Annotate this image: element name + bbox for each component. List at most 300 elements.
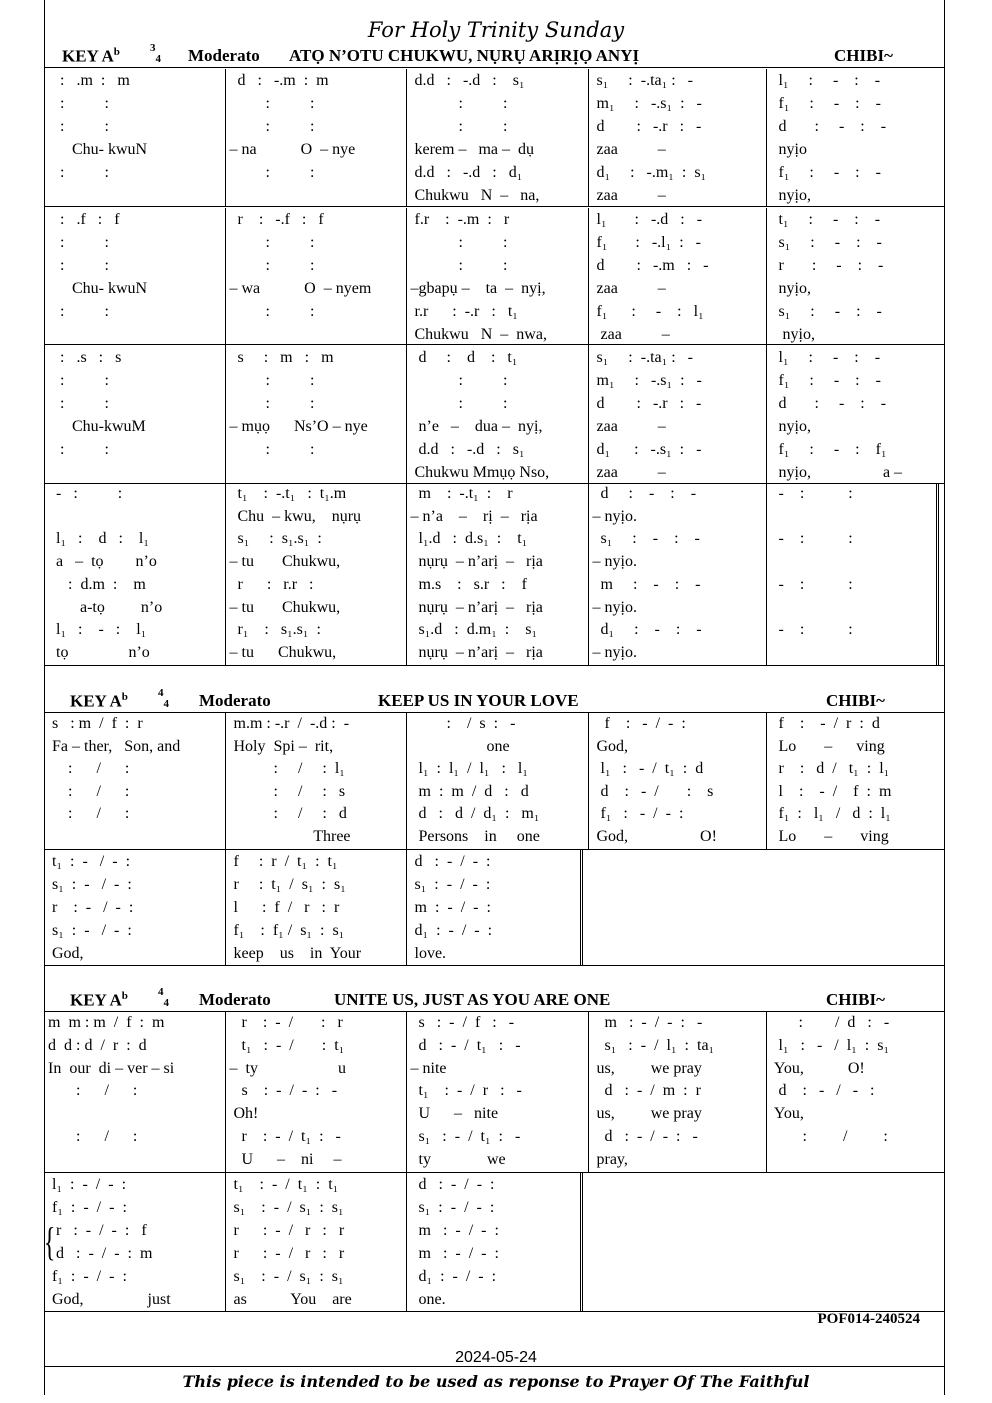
score-cell: d : -.r : - [588,392,766,415]
score-cell: : / d : - [766,1012,945,1035]
score-cell: – nyịo. [588,642,766,665]
score-cell: d.d : -.d : s₁ [406,438,588,461]
score-cell: s₁ : -.ta₁ : - [588,346,766,369]
score-cell: m : - / - : [406,896,580,919]
score-cell: r : - / : r [225,1012,406,1035]
score-cell: a-tọ n’o [48,598,163,616]
score-cell: : : [406,115,588,138]
footer-note: This piece is intended to be used as reponse to Prayer Of The Faithful [182,1372,810,1391]
score-cell: s₁.d : d.m₁ : s₁ [406,619,588,642]
score-cell: r₁ : s₁.s₁ : [225,619,406,642]
score-cell: f₁ : - : f₁ [766,438,945,461]
score-cell: : : [406,92,588,115]
score-cell: You, [766,1103,945,1126]
score-cell: d : d / d₁ : m₁ [406,803,588,826]
score-cell: : / : s [225,781,406,804]
score-cell: : .s : s [48,349,122,366]
divider [44,1311,945,1312]
final-barline [580,1173,586,1311]
score-row [44,1173,580,1196]
score-cell: d : - : - [766,115,945,138]
section3-song-title: UNITE US, JUST AS YOU ARE ONE [334,990,611,1009]
date-stamp: 2024-05-24 [455,1349,537,1366]
score-cell: f₁ : l₁ / d : l₁ [766,803,945,826]
score-cell: r.r : -.r : t₁ [406,300,588,323]
time-bottom: 4 [163,698,169,711]
score-cell [44,1149,225,1172]
score-cell: : : [225,369,406,392]
score-cell: – na O – nye [225,138,406,161]
score-cell [44,1103,225,1126]
score-cell: : : [406,254,588,277]
score-cell: m : - / - : - [588,1012,766,1035]
score-cell: –gbapụ – ta – nyị, [406,277,588,300]
score-row [44,1058,945,1081]
score-cell: m : -.t₁ : r [406,483,588,506]
score-row [44,277,945,300]
score-cell: – nite [406,1058,588,1081]
score-cell: d : - / - : [406,1173,580,1196]
score-cell: kerem – ma – dụ [406,138,588,161]
score-cell: d : -.m : - [588,254,766,277]
score-cell: Three [225,826,406,849]
score-row [44,919,580,942]
section3-key [70,990,128,1011]
score-row [44,1149,945,1172]
score-cell: s : m / f : r [48,715,143,732]
score-row [44,758,945,781]
score-cell: f₁ : - / - : [588,803,766,826]
score-cell: d : - / t₁ : - [406,1035,588,1058]
score-row [44,1012,945,1035]
section2-tempo: Moderato [199,691,271,710]
score-cell: m m : m / f : m [48,1014,165,1031]
score-cell: : d.m : m [48,575,146,593]
score-cell: nyịo, [766,415,945,438]
score-row [44,438,945,461]
score-system-8 [44,1173,580,1311]
score-cell: – nyịo. [588,506,766,529]
score-cell: : : [406,231,588,254]
score-cell: f₁ : - : - [766,161,945,184]
score-row [44,208,945,231]
key-label: KEY A [62,46,114,66]
score-cell: : : [48,257,109,274]
score-row [44,323,945,346]
score-cell: m₁ : -.s₁ : - [588,369,766,392]
score-row [44,231,945,254]
score-cell: d.d : -.d : d₁ [406,161,588,184]
score-cell: d : -.m : m [225,69,406,92]
score-row [44,826,945,849]
score-cell: – tu Chukwu, [225,642,406,665]
section3-tempo: Moderato [199,990,271,1009]
score-cell: f : - / - : [588,713,766,736]
score-row [44,713,945,736]
score-cell: : : [225,92,406,115]
score-cell [44,461,225,484]
score-cell: l₁ : l₁ / l₁ : l₁ [406,758,588,781]
score-cell: : / : d [225,803,406,826]
divider [44,344,945,345]
score-cell: zaa – [588,323,766,346]
section3-composer: CHIBI~ [826,990,885,1009]
score-cell: r : r.r : [225,574,406,597]
score-cell: l₁ : - / l₁ : s₁ [766,1035,945,1058]
score-row [44,850,580,873]
score-cell: r : - / - : f [48,1222,147,1239]
score-cell: f : r / t₁ : t₁ [225,850,406,873]
score-cell: : : [225,438,406,461]
score-cell: f₁ : - : l₁ [588,300,766,323]
score-cell: Chukwu N – na, [406,184,588,207]
score-cell: us, we pray [588,1058,766,1081]
section2-time-signature [158,687,169,710]
page-title: For Holy Trinity Sunday [367,18,625,42]
score-system-6 [44,850,580,965]
score-cell: one [406,736,588,759]
score-row [44,115,945,138]
score-cell: t₁ : - / : t₁ [225,1035,406,1058]
score-cell: : : [48,118,109,135]
score-cell: : : [48,395,109,412]
score-cell: us, we pray [588,1103,766,1126]
score-cell [44,184,225,207]
key-accidental: b [113,46,120,58]
score-cell: l₁ : - : - [766,69,945,92]
score-cell: m.m : -.r / -.d : - [225,713,406,736]
score-cell: : : [48,441,109,458]
score-cell: t₁ : - / r : - [406,1080,588,1103]
score-cell: d₁ : - : - [588,619,766,642]
score-row [44,1126,945,1149]
score-row [44,896,580,919]
score-system-3 [44,346,945,484]
score-cell: : : [48,372,109,389]
score-cell: r : - / - : [48,899,134,916]
score-cell: d : -.r : - [588,115,766,138]
score-row [44,551,945,574]
score-cell: m : - / - : [406,1219,580,1242]
brace-icon: { [43,1219,56,1264]
score-row [44,1196,580,1219]
score-cell: Persons in one [406,826,588,849]
score-row [44,254,945,277]
time-bottom: 4 [155,53,161,66]
score-cell: U – ni – [225,1149,406,1172]
score-cell: - : : [766,483,945,506]
score-cell: d₁ : - / - : [406,1265,580,1288]
score-row [44,1288,580,1311]
divider [44,965,945,966]
score-cell: nụrụ – n’arị – rịa [406,642,588,665]
final-barline [580,850,586,965]
score-cell: ty we [406,1149,588,1172]
score-cell [44,506,225,529]
score-cell: : / s : - [406,713,588,736]
key-label: KEY A [70,990,122,1010]
score-cell: t₁ : - / - : [48,853,131,870]
score-row [44,92,945,115]
score-cell: f₁ : - / - : [48,1199,127,1216]
score-row [44,346,945,369]
score-cell: f : - / r : d [766,713,945,736]
score-cell: s : - / - : - [225,1080,406,1103]
score-cell: Chu- kwuN [48,280,148,297]
score-cell: r : -.f : f [225,208,406,231]
score-cell: l₁ : - : - [766,346,945,369]
score-cell: nyịo, [766,323,945,346]
divider [44,665,945,666]
section1-composer: CHIBI~ [834,46,893,65]
score-cell: Holy Spi – rit, [225,736,406,759]
score-cell: d₁ : - / - : [406,919,580,942]
score-row [44,506,945,529]
score-cell: d.d : -.d : s₁ [406,69,588,92]
time-top: 3 [150,42,156,54]
score-cell: d : - / - : [766,1080,945,1103]
score-cell: – n’a – rị – rịa [406,506,588,529]
score-cell: s₁ : - / - : [406,1196,580,1219]
score-cell: : / : [48,1082,138,1100]
score-cell: : .f : f [48,211,120,228]
score-cell: tọ n’o [48,643,150,661]
score-cell: d d : d / r : d [48,1036,147,1054]
score-cell: : : [225,392,406,415]
score-cell: l₁ : - : l₁ [48,621,147,639]
score-cell: d : - / : s [588,781,766,804]
score-row [44,803,945,826]
score-cell: m : m / d : d [406,781,588,804]
score-cell: s₁ : - : - [766,231,945,254]
score-row [44,69,945,92]
score-cell: – wa O – nyem [225,277,406,300]
score-cell: : : [225,161,406,184]
score-cell: God, just [48,1291,171,1308]
score-cell: nụrụ – n’arị – rịa [406,597,588,620]
score-cell: Chu-kwuM [48,418,146,435]
score-row [44,574,945,597]
score-cell: : : [406,392,588,415]
score-cell: – mụọ Ns’O – nye [225,415,406,438]
score-cell: : : [225,115,406,138]
score-cell: God, O! [588,826,766,849]
key-accidental: b [121,990,128,1002]
score-cell: Chukwu Mmụọ Nso, [406,461,588,484]
score-cell: pray, [588,1149,766,1172]
score-cell: l₁ : - / t₁ : d [588,758,766,781]
score-cell: l₁.d : d.s₁ : t₁ [406,528,588,551]
score-cell: r : t₁ / s₁ : s₁ [225,873,406,896]
score-cell: love. [406,942,580,965]
score-cell: – tu Chukwu, [225,597,406,620]
score-cell: : : [225,254,406,277]
score-cell: one. [406,1288,580,1311]
score-cell: nyịo [766,138,945,161]
score-cell: Chu – kwu, nụrụ [225,506,406,529]
score-row [44,619,945,642]
score-cell: s₁ : - / s₁ : s₁ [225,1265,406,1288]
score-cell: You, O! [766,1058,945,1081]
score-cell: m : - / - : [406,1242,580,1265]
score-row [44,1265,580,1288]
score-row [44,528,945,551]
score-cell [766,506,945,529]
score-cell: s₁ : -.ta₁ : - [588,69,766,92]
score-cell: : : [225,300,406,323]
score-cell: s : - / f : - [406,1012,588,1035]
divider [44,67,945,68]
score-cell: d : d : t₁ [406,346,588,369]
score-cell: Oh! [225,1103,406,1126]
score-cell: : : [225,231,406,254]
score-cell: God, [48,945,84,962]
score-cell: - : : [766,574,945,597]
score-system-5 [44,713,945,849]
score-cell: m₁ : -.s₁ : - [588,92,766,115]
score-cell: l : - / f : m [766,781,945,804]
score-cell: s₁ : - / l₁ : ta₁ [588,1035,766,1058]
score-cell: – nyịo. [588,597,766,620]
score-cell [766,1149,945,1172]
score-cell: d : - / - : [406,850,580,873]
score-row [44,1035,945,1058]
final-barline [936,483,942,665]
score-row [44,415,945,438]
score-cell: s₁ : - / - : [48,922,132,939]
score-cell: : / : [48,1127,138,1145]
score-cell: zaa – [588,138,766,161]
score-cell [766,597,945,620]
score-system-7 [44,1012,945,1172]
score-cell: d : - / m : r [588,1080,766,1103]
score-cell: r : - / r : r [225,1219,406,1242]
score-cell: : / : [48,805,130,823]
score-cell: t₁ : - : - [766,208,945,231]
score-cell: : : [406,369,588,392]
score-cell: r : d / t₁ : l₁ [766,758,945,781]
score-cell: : .m : m [48,72,130,89]
score-cell: d₁ : -.m₁ : s₁ [588,161,766,184]
time-top: 4 [158,986,164,998]
score-cell: zaa – [588,277,766,300]
score-row [44,161,945,184]
score-cell: s₁ : s₁.s₁ : [225,528,406,551]
score-cell: s₁ : - / - : [48,876,132,893]
score-cell: m : - : - [588,574,766,597]
section1-song-title: ATỌ N’OTU CHUKWU, NỤRỤ ARỊRỊỌ ANYỊ [289,46,640,65]
score-cell: zaa – [588,415,766,438]
score-cell: f₁ : -.l₁ : - [588,231,766,254]
score-cell: : : [48,164,109,181]
score-cell: zaa – [588,461,766,484]
score-cell: Fa – ther, Son, and [48,737,181,755]
score-cell: s₁ : - / s₁ : s₁ [225,1196,406,1219]
score-row [44,138,945,161]
time-top: 4 [158,687,164,699]
score-cell: s₁ : - / t₁ : - [406,1126,588,1149]
score-cell: : / : [48,782,130,800]
score-cell: d₁ : -.s₁ : - [588,438,766,461]
score-cell: as You are [225,1288,406,1311]
score-cell: nụrụ – n’arị – rịa [406,551,588,574]
score-cell: d : - : - [588,483,766,506]
score-cell: nyịo, [766,184,945,207]
score-row [44,392,945,415]
score-row [44,873,580,896]
score-row [44,1080,945,1103]
score-cell [225,461,406,484]
piece-code: POF014-240524 [817,1311,920,1327]
score-cell: f₁ : - / - : [48,1268,127,1285]
score-cell: m.s : s.r : f [406,574,588,597]
time-bottom: 4 [163,997,169,1010]
score-cell: zaa – [588,184,766,207]
score-cell [44,323,225,346]
score-cell: keep us in Your [225,942,406,965]
score-cell: : : [48,95,109,112]
key-accidental: b [121,691,128,703]
score-cell: - : : [48,485,123,502]
score-cell: : / : [766,1126,945,1149]
section1-tempo: Moderato [188,46,260,65]
section2-composer: CHIBI~ [826,691,885,710]
score-cell: f₁ : f₁ / s₁ : s₁ [225,919,406,942]
score-row [44,483,945,506]
score-cell: d : - : - [766,392,945,415]
score-cell: U – nite [406,1103,588,1126]
score-row [44,736,945,759]
score-row [44,597,945,620]
score-cell: – ty u [225,1058,406,1081]
score-row [44,369,945,392]
score-cell [225,323,406,346]
score-cell: : / : [48,760,130,778]
score-cell: f.r : -.m : r [406,208,588,231]
section2-key [70,691,128,712]
score-cell: God, [588,736,766,759]
score-row [44,1103,945,1126]
score-system-1 [44,69,945,207]
score-cell [44,826,225,849]
score-cell: l : f / r : r [225,896,406,919]
score-cell: nyịo, a – [766,461,945,484]
score-cell: f₁ : - : - [766,92,945,115]
score-cell: - : : [766,619,945,642]
score-cell: : : [48,303,109,320]
score-system-4 [44,483,945,665]
score-cell: : / : l₁ [225,758,406,781]
score-cell: Chukwu N – nwa, [406,323,588,346]
score-row [44,184,945,207]
section1-time-signature [150,42,161,65]
score-row [44,781,945,804]
score-system-2 [44,208,945,346]
score-cell: n’e – dua – nyị, [406,415,588,438]
score-cell: s : m : m [225,346,406,369]
score-cell: s₁ : - : - [766,300,945,323]
score-cell: - : : [766,528,945,551]
score-cell: l₁ : d : l₁ [48,530,149,548]
score-cell [766,551,945,574]
score-cell: t₁ : -.t₁ : t₁.m [225,483,406,506]
section2-song-title: KEEP US IN YOUR LOVE [378,691,579,710]
section1-key [62,46,120,67]
score-cell: l₁ : -.d : - [588,208,766,231]
score-cell: t₁ : - / t₁ : t₁ [225,1173,406,1196]
score-cell: l₁ : - / - : [48,1176,127,1193]
score-cell: d : - / - : m [48,1245,153,1262]
